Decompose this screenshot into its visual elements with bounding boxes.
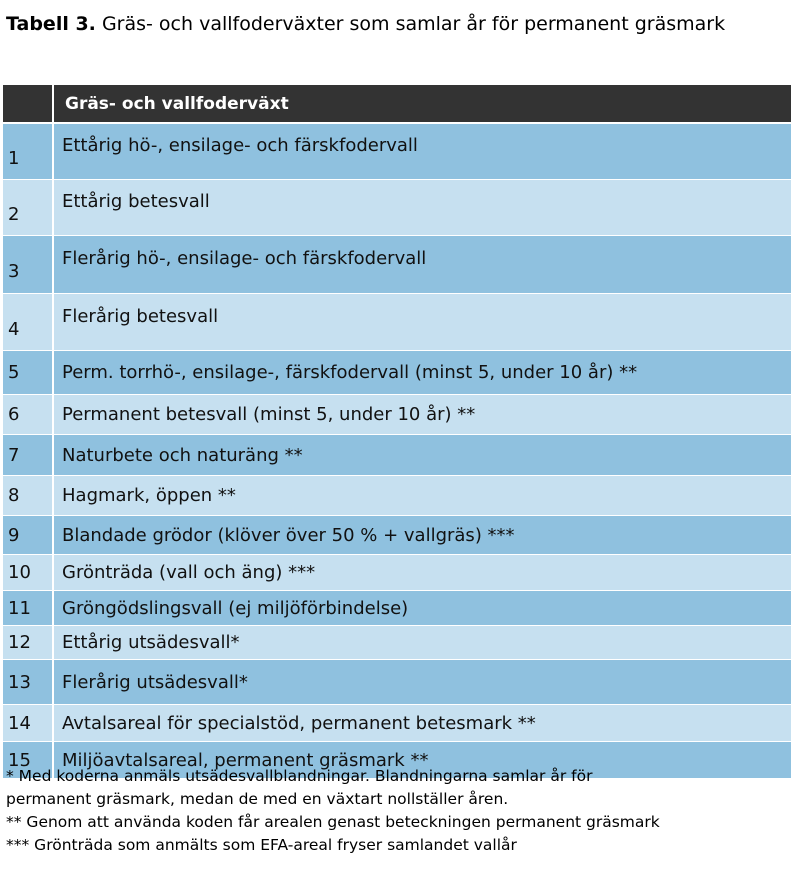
footnote-line: * Med koderna anmäls utsädesvallblandningar. Blandningarna samlar år för <box>6 767 593 785</box>
table-row <box>3 351 791 395</box>
grass-species-table <box>3 85 791 779</box>
row-number: 6 <box>3 395 53 435</box>
row-name: Flerårig utsädesvall* <box>53 660 791 705</box>
row-number: 5 <box>3 351 53 395</box>
row-name: Naturbete och naturäng ** <box>53 435 791 476</box>
caption-label: Tabell 3. <box>6 13 96 35</box>
row-number: 10 <box>3 555 53 591</box>
footnote-line: ** Genom att använda koden får arealen genast beteckningen permanent gräsmark <box>6 813 660 831</box>
row-number: 11 <box>3 591 53 626</box>
table-row <box>3 294 791 351</box>
table-row <box>3 705 791 742</box>
row-name: Flerårig hö-, ensilage- och färskfodervall <box>53 236 791 294</box>
row-name: Avtalsareal för specialstöd, permanent betesmark ** <box>53 705 791 742</box>
table-row <box>3 555 791 591</box>
row-number: 8 <box>3 476 53 516</box>
row-number: 1 <box>3 123 53 180</box>
row-number: 13 <box>3 660 53 705</box>
row-number: 9 <box>3 516 53 555</box>
table-row <box>3 591 791 626</box>
row-name: Flerårig betesvall <box>53 294 791 351</box>
row-name: Perm. torrhö-, ensilage-, färskfodervall (minst 5, under 10 år) ** <box>53 351 791 395</box>
row-name: Ettårig hö-, ensilage- och färskfodervall <box>53 123 791 180</box>
row-name: Grönträda (vall och äng) *** <box>53 555 791 591</box>
row-number: 7 <box>3 435 53 476</box>
row-number: 12 <box>3 626 53 660</box>
footnote-line: *** Grönträda som anmälts som EFA-areal fryser samlandet vallår <box>6 836 517 854</box>
row-name: Gröngödslingsvall (ej miljöförbindelse) <box>53 591 791 626</box>
row-number: 4 <box>3 294 53 351</box>
table-row <box>3 476 791 516</box>
caption-text: Gräs- och vallfoderväxter som samlar år för permanent gräsmark <box>95 13 726 35</box>
row-name: Hagmark, öppen ** <box>53 476 791 516</box>
table-row <box>3 180 791 236</box>
footnote-line: permanent gräsmark, medan de med en växtart nollställer åren. <box>6 790 509 808</box>
table-row <box>3 236 791 294</box>
table-row <box>3 660 791 705</box>
header-name-cell: Gräs- och vallfoderväxt <box>53 85 791 123</box>
row-name: Miljöavtalsareal, permanent gräsmark ** <box>53 742 791 779</box>
table-row <box>3 395 791 435</box>
table-row <box>3 123 791 180</box>
row-name: Ettårig betesvall <box>53 180 791 236</box>
row-number: 2 <box>3 180 53 236</box>
row-name: Ettårig utsädesvall* <box>53 626 791 660</box>
header-number-cell <box>3 85 53 123</box>
table-caption <box>6 12 766 36</box>
table-row <box>3 435 791 476</box>
row-name: Permanent betesvall (minst 5, under 10 år) ** <box>53 395 791 435</box>
row-number: 15 <box>3 742 53 779</box>
table-row <box>3 516 791 555</box>
footnotes <box>6 765 790 857</box>
row-number: 14 <box>3 705 53 742</box>
table-header-row <box>3 85 791 123</box>
table-row <box>3 626 791 660</box>
row-number: 3 <box>3 236 53 294</box>
row-name: Blandade grödor (klöver över 50 % + vallgräs) *** <box>53 516 791 555</box>
